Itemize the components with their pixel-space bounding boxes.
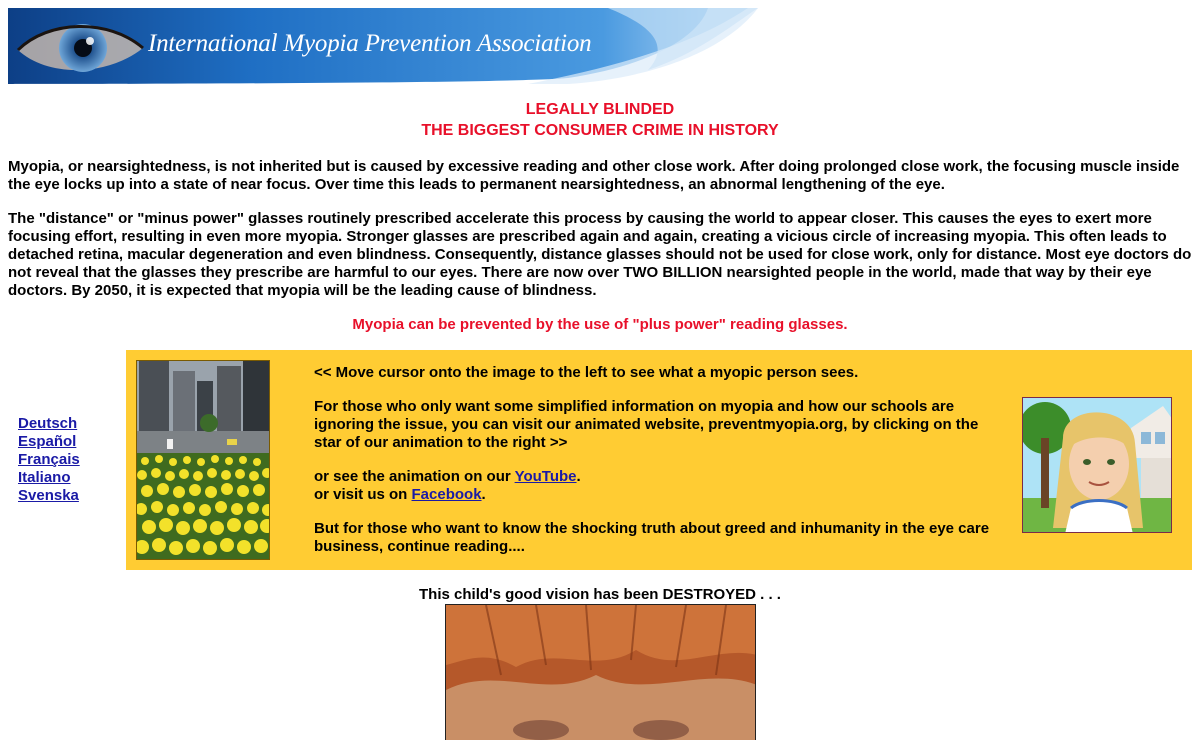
panel-text — [314, 364, 1004, 572]
animation-suffix: . — [576, 468, 581, 485]
paragraph-myopia-cause: Myopia, or nearsightedness, is not inherited but is caused by excessive reading and other close work. After doing prolonged close work, the focusing muscle inside the eye locks up into a state of near focus. Over time this leads to permanent nearsightedness, an abnormal lengthening of the eye. — [8, 158, 1180, 193]
cursor-instruction: << Move cursor onto the image to the left to see what a myopic person sees. — [314, 364, 859, 381]
language-link-deutsch[interactable]: Deutsch — [18, 415, 78, 432]
info-panel — [126, 350, 1192, 570]
facebook-suffix: . — [481, 486, 486, 503]
language-link-espanol[interactable]: Español — [18, 433, 77, 450]
paragraph-minus-glasses: The "distance" or "minus power" glasses routinely prescribed accelerate this process by causing the world to appear closer. This causes the eyes to exert more focusing effort, resulting in even more myopia. Stronger glasses are prescribed again and again, creating a vicious circle of increasing myopia. This often leads to detached retina, macular degeneration and even blindness. Consequently, distance glasses should not be used for close work, only for distance. Most eye doctors do not reveal that the glasses they prescribe are harmful to our eyes. There are now over TWO BILLION nearsighted people in the world, made that way by their eye doctors. By 2050, it is expected that myopia will be the leading cause of blindness. — [8, 210, 1192, 299]
animation-prefix: or see the animation on our — [314, 468, 515, 485]
language-link-svenska[interactable]: Svenska — [18, 487, 79, 504]
facebook-link[interactable]: Facebook — [411, 486, 482, 503]
child-photo — [445, 604, 756, 740]
tulip-city-image[interactable] — [136, 360, 270, 560]
child-caption: This child's good vision has been DESTROYED . . . — [419, 586, 781, 603]
language-links — [18, 415, 80, 505]
youtube-link[interactable]: YouTube — [514, 468, 577, 485]
banner[interactable] — [8, 8, 758, 84]
social-links — [314, 468, 1004, 504]
headline-legally-blinded: LEGALLY BLINDED — [525, 101, 675, 118]
banner-title: International Myopia Prevention Association — [148, 30, 592, 57]
headline-consumer-crime: THE BIGGEST CONSUMER CRIME IN HISTORY — [421, 122, 779, 139]
promo-plus-glasses: Myopia can be prevented by the use of "plus power" reading glasses. — [352, 316, 848, 333]
animation-girl-image[interactable] — [1022, 397, 1172, 533]
shocking-truth-text: But for those who want to know the shocking truth about greed and inhumanity in the eye care business, continue reading.... — [314, 520, 990, 555]
language-link-francais[interactable]: Français — [18, 451, 80, 468]
facebook-prefix: or visit us on — [314, 486, 412, 503]
simplified-info-text: For those who only want some simplified information on myopia and how our schools are ignoring the issue, you can visit our animated website, preventmyopia.org, by clicking on the star of our animation to the right >> — [314, 398, 979, 451]
language-link-italiano[interactable]: Italiano — [18, 469, 71, 486]
